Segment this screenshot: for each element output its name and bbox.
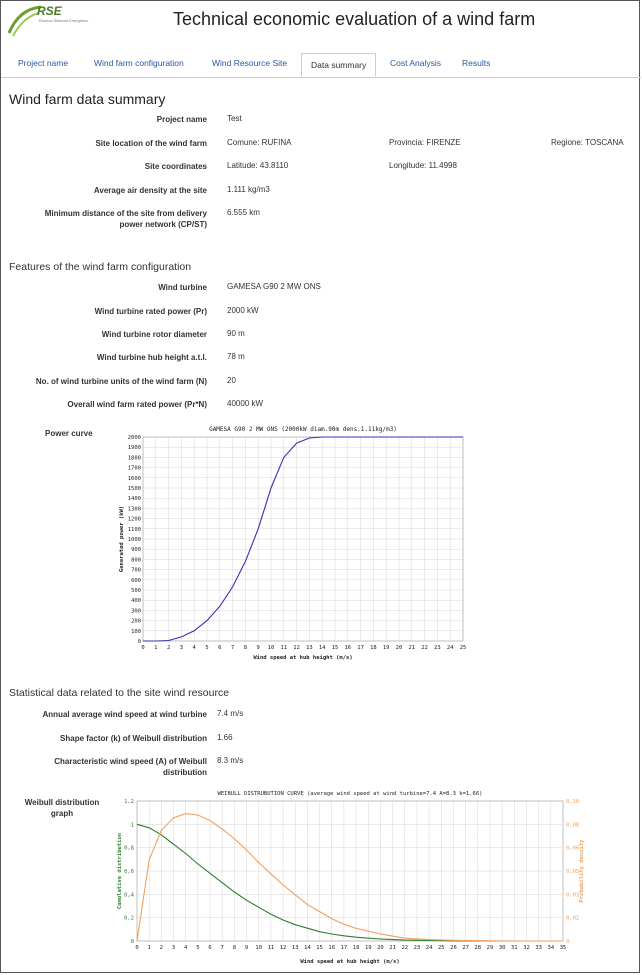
page-title: Technical economic evaluation of a wind farm xyxy=(173,9,536,29)
y-tick-label: 500 xyxy=(131,588,141,594)
x-tick-label: 22 xyxy=(401,945,409,951)
y-tick-label: 1800 xyxy=(127,455,141,462)
logo-text: RSE xyxy=(37,4,62,18)
x-tick-label: 31 xyxy=(511,945,518,951)
x-tick-label: 19 xyxy=(364,945,372,951)
min-distance-label-line2: power network (CP/ST) xyxy=(119,220,207,229)
rated-power-label: Wind turbine rated power (Pr) xyxy=(94,307,207,316)
y-axis-label: Generated power (kW) xyxy=(119,505,125,573)
min-distance-label-line1: Minimum distance of the site from delivery xyxy=(44,209,207,218)
y-tick-label: 400 xyxy=(131,598,141,605)
x-tick-label: 24 xyxy=(425,945,433,951)
y-right-tick-label: 0,02 xyxy=(566,915,580,922)
x-tick-label: 21 xyxy=(408,645,416,651)
x-tick-label: 1 xyxy=(154,645,158,651)
x-tick-label: 20 xyxy=(395,645,403,651)
y-right-tick-label: 0,05 xyxy=(566,869,580,875)
overall-power-label: Overall wind farm rated power (Pr*N) xyxy=(67,400,207,409)
tab-data-summary[interactable]: Data summary xyxy=(301,53,376,77)
longitude-value: Longitude: 11.4998 xyxy=(389,161,457,170)
config-heading: Features of the wind farm configuration xyxy=(9,261,192,273)
y-right-tick-label: 0,03 xyxy=(566,892,580,899)
x-tick-label: 11 xyxy=(280,645,288,651)
x-tick-label: 23 xyxy=(413,945,421,951)
x-tick-label: 4 xyxy=(192,645,196,651)
y-left-tick-label: 0,6 xyxy=(124,869,134,875)
y-right-tick-label: 0,10 xyxy=(566,799,580,805)
y-right-axis-label: Probability density xyxy=(579,839,585,903)
y-right-tick-label: 0,08 xyxy=(566,822,580,829)
y-tick-label: 1500 xyxy=(127,486,141,492)
y-tick-label: 1400 xyxy=(127,496,141,503)
x-tick-label: 16 xyxy=(344,645,352,651)
y-tick-label: 900 xyxy=(131,547,141,554)
char-speed-label-line1: Characteristic wind speed (A) of Weibull xyxy=(54,757,207,766)
x-axis-label: Wind speed at hub height (m/s) xyxy=(300,959,400,965)
x-tick-label: 14 xyxy=(318,645,326,651)
weibull-chart xyxy=(113,787,583,973)
x-tick-label: 19 xyxy=(382,645,390,651)
x-tick-label: 7 xyxy=(230,645,235,651)
y-tick-label: 1900 xyxy=(127,445,141,452)
y-left-tick-label: 0,2 xyxy=(124,915,134,922)
chart-title: GAMESA G90 2 MW ONS (2000kW diam.90m dens.1.11kg/m3) xyxy=(209,426,397,433)
project-name-value: Test xyxy=(227,114,242,123)
hub-height-label: Wind turbine hub height a.t.l. xyxy=(96,353,207,362)
y-tick-label: 200 xyxy=(131,618,141,625)
avg-speed-value: 7.4 m/s xyxy=(217,709,244,718)
x-tick-label: 6 xyxy=(208,945,212,951)
x-tick-label: 3 xyxy=(179,645,184,651)
y-right-tick-label: 0,06 xyxy=(566,845,580,852)
x-tick-label: 4 xyxy=(184,945,188,951)
x-tick-label: 14 xyxy=(304,945,311,951)
rated-power-value: 2000 kW xyxy=(227,306,259,315)
x-tick-label: 9 xyxy=(256,645,260,651)
x-tick-label: 10 xyxy=(267,645,275,651)
weibull-graph-label-line2: graph xyxy=(50,809,74,818)
x-tick-label: 5 xyxy=(196,945,200,951)
x-tick-label: 25 xyxy=(459,645,467,651)
x-tick-label: 3 xyxy=(171,945,176,951)
y-left-tick-label: 0,8 xyxy=(124,845,134,852)
x-tick-label: 18 xyxy=(370,645,377,651)
turbine-label: Wind turbine xyxy=(158,283,207,292)
y-tick-label: 1100 xyxy=(127,526,141,533)
x-tick-label: 13 xyxy=(306,645,313,651)
y-tick-label: 600 xyxy=(131,577,141,584)
tab-cost-analysis[interactable]: Cost Analysis xyxy=(390,58,442,68)
x-tick-label: 0 xyxy=(135,945,139,951)
y-tick-label: 1300 xyxy=(127,506,141,513)
x-tick-label: 25 xyxy=(437,945,445,951)
x-tick-label: 32 xyxy=(523,945,530,951)
x-tick-label: 33 xyxy=(535,945,542,951)
regione-value: Regione: TOSCANA xyxy=(551,138,624,147)
power-curve-label: Power curve xyxy=(45,429,93,438)
x-tick-label: 15 xyxy=(316,945,323,951)
x-tick-label: 30 xyxy=(498,945,506,951)
x-tick-label: 9 xyxy=(244,945,249,951)
x-tick-label: 27 xyxy=(462,945,469,951)
units-label: No. of wind turbine units of the wind farm (N) xyxy=(35,377,207,386)
x-tick-label: 10 xyxy=(255,945,263,951)
weibull-graph-label xyxy=(17,797,107,819)
x-tick-label: 11 xyxy=(267,945,275,951)
tab-bar xyxy=(1,53,641,78)
x-tick-label: 17 xyxy=(357,645,364,651)
chart-title: WEIBULL DISTRUBUTION CURVE (average wind speed at wind turbine=7.4 A=8.3 k=1.66) xyxy=(217,791,483,797)
comune-value: Comune: RUFINA xyxy=(227,138,292,147)
y-left-tick-label: 1,2 xyxy=(124,799,134,805)
rotor-diameter-label: Wind turbine rotor diameter xyxy=(101,330,207,339)
x-tick-label: 21 xyxy=(389,945,396,951)
y-left-tick-label: 1 xyxy=(130,822,134,829)
y-tick-label: 1600 xyxy=(127,475,141,482)
y-tick-label: 700 xyxy=(131,567,141,574)
char-speed-label-line2: distribution xyxy=(163,768,207,777)
y-left-axis-label: Cumulative distribution xyxy=(117,832,123,910)
site-coordinates-label: Site coordinates xyxy=(144,162,207,171)
power-curve-chart xyxy=(113,423,469,667)
x-tick-label: 13 xyxy=(291,945,299,951)
x-tick-label: 34 xyxy=(547,945,555,951)
shape-factor-value: 1.66 xyxy=(217,733,233,742)
x-tick-label: 7 xyxy=(220,945,224,951)
y-left-tick-label: 0,4 xyxy=(124,892,134,899)
x-axis-label: Wind speed at hub height (m/s) xyxy=(253,655,353,661)
x-tick-label: 23 xyxy=(434,645,441,651)
y-left-tick-label: 0 xyxy=(130,939,134,945)
x-tick-label: 12 xyxy=(279,945,287,951)
x-tick-label: 0 xyxy=(141,645,145,651)
rotor-diameter-value: 90 m xyxy=(227,329,245,338)
air-density-value: 1.111 kg/m3 xyxy=(227,185,270,194)
header xyxy=(1,1,641,45)
resource-heading: Statistical data related to the site wind resource xyxy=(9,687,230,699)
x-tick-label: 29 xyxy=(486,945,494,951)
air-density-label: Average air density at the site xyxy=(93,186,207,195)
tab-results[interactable]: Results xyxy=(462,58,491,68)
x-tick-label: 2 xyxy=(159,945,163,951)
overall-power-value: 40000 kW xyxy=(227,399,264,408)
y-tick-label: 2000 xyxy=(127,435,141,441)
logo-subtitle: Ricerca Sistema Energetico xyxy=(39,18,89,23)
y-tick-label: 1200 xyxy=(127,516,141,523)
shape-factor-label: Shape factor (k) of Weibull distribution xyxy=(60,734,207,743)
x-tick-label: 17 xyxy=(340,945,348,951)
provincia-value: Provincia: FIRENZE xyxy=(389,138,461,147)
x-tick-label: 15 xyxy=(331,645,339,651)
turbine-value: GAMESA G90 2 MW ONS xyxy=(227,282,321,291)
x-tick-label: 20 xyxy=(377,945,384,951)
min-distance-value: 6.555 km xyxy=(227,208,260,217)
x-tick-label: 35 xyxy=(559,945,567,951)
x-tick-label: 28 xyxy=(474,945,482,951)
y-tick-label: 1700 xyxy=(127,465,141,472)
units-value: 20 xyxy=(227,376,236,385)
x-tick-label: 1 xyxy=(147,945,151,951)
tab-wind-farm-configuration[interactable]: Wind farm configuration xyxy=(94,58,184,68)
weibull-graph-label-line1: Weibull distribution xyxy=(24,798,100,807)
x-tick-label: 12 xyxy=(293,645,300,651)
tab-wind-resource-site[interactable]: Wind Resource Site xyxy=(212,58,288,68)
site-location-label: Site location of the wind farm xyxy=(95,139,207,148)
y-tick-label: 300 xyxy=(131,608,141,615)
y-tick-label: 1000 xyxy=(127,537,141,543)
y-tick-label: 100 xyxy=(131,628,141,635)
x-tick-label: 8 xyxy=(243,645,248,651)
latitude-value: Latitude: 43.8110 xyxy=(227,161,289,170)
x-tick-label: 22 xyxy=(421,645,428,651)
hub-height-value: 78 m xyxy=(227,352,245,361)
x-tick-label: 2 xyxy=(166,645,171,651)
tab-project-name[interactable]: Project name xyxy=(18,58,69,68)
summary-heading: Wind farm data summary xyxy=(9,91,166,107)
x-tick-label: 5 xyxy=(205,645,209,651)
x-tick-label: 6 xyxy=(218,645,222,651)
project-name-label: Project name xyxy=(156,115,207,124)
avg-speed-label: Annual average wind speed at wind turbine xyxy=(42,710,207,719)
char-speed-value: 8.3 m/s xyxy=(217,756,244,765)
x-tick-label: 24 xyxy=(446,645,454,651)
x-tick-label: 26 xyxy=(450,945,457,951)
x-tick-label: 8 xyxy=(232,945,237,951)
y-tick-label: 0 xyxy=(137,639,141,645)
y-right-tick-label: 0 xyxy=(566,939,570,945)
x-tick-label: 16 xyxy=(328,945,336,951)
y-tick-label: 800 xyxy=(131,557,141,564)
x-tick-label: 18 xyxy=(352,945,360,951)
